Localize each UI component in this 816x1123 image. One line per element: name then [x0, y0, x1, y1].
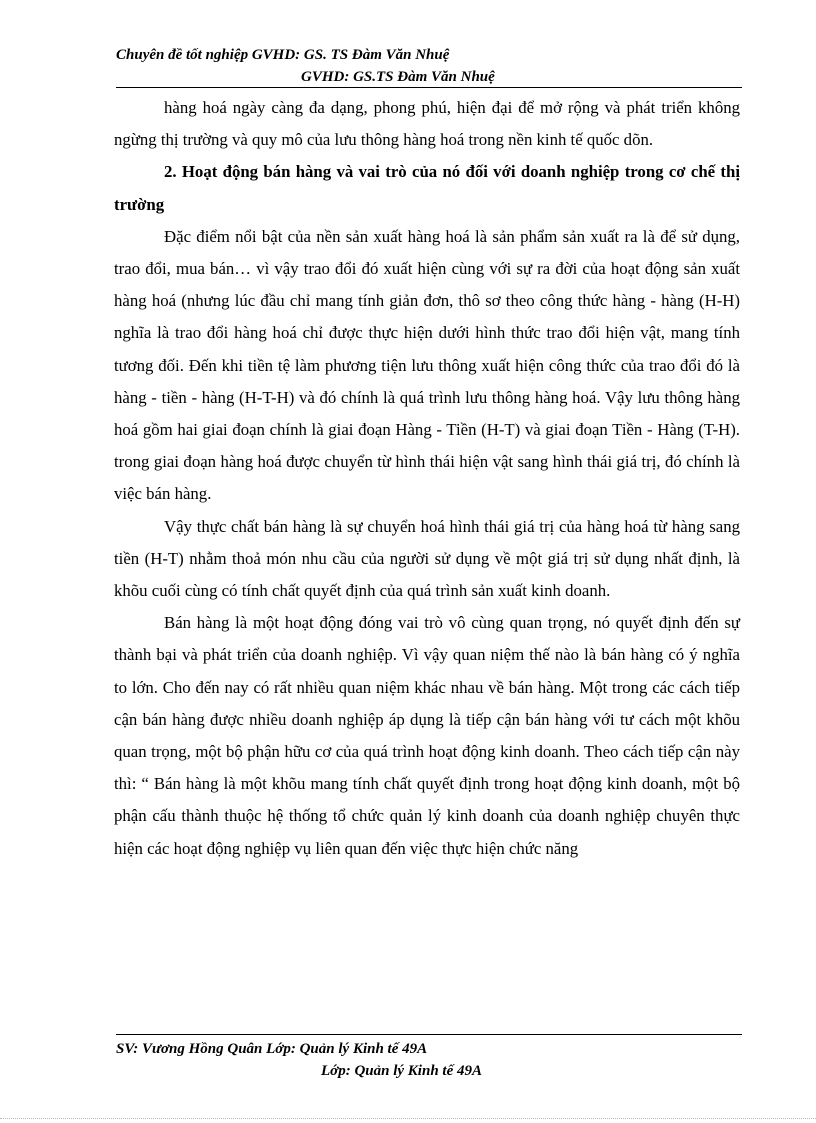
paragraph-2: Vậy thực chất bán hàng là sự chuyển hoá hình thái giá trị của hàng hoá từ hàng sang tiền (H-T) nhằm thoả món nhu cầu của người sử dụng về một giá trị sử dụng nhất định, là khõu cuối cùng có tính chất quyết định của quá trình sản xuất kinh doanh. — [114, 516, 740, 601]
header-line-2: GVHD: GS.TS Đàm Văn Nhuệ — [301, 69, 495, 85]
header-line-1: Chuyên đề tốt nghiệp GVHD: GS. TS Đàm Văn Nhuệ — [116, 47, 450, 63]
paragraph-3: Bán hàng là một hoạt động đóng vai trò vô cùng quan trọng, nó quyết định đến sự thành bại và phát triển của doanh nghiệp. Vì vậy quan niệm thế nào là bán hàng có ý nghĩa to lớn. Cho đến nay có rất nhiều quan niệm khác nhau về bán hàng. Một trong các cách tiếp cận bán hàng được nhiều doanh nghiệp áp dụng là tiếp cận bán hàng với tư cách một khõu quan trọng, một bộ phận hữu cơ của quá trình hoạt động kinh doanh. Theo cách tiếp cận này thì: “ Bán hàng là một khõu mang tính chất quyết định trong hoạt động kinh doanh, một bộ phận cấu thành thuộc hệ thống tổ chức quản lý kinh doanh của doanh nghiệp chuyên thực hiện các hoạt động nghiệp vụ liên quan đến việc thực hiện chức năng — [114, 613, 740, 858]
page-body — [114, 92, 740, 865]
continuation-paragraph: hàng hoá ngày càng đa dạng, phong phú, hiện đại để mở rộng và phát triển không ngừng thị trường và quy mô của lưu thông hàng hoá trong nền kinh tế quốc dõn. — [114, 98, 740, 150]
page-bottom-edge — [0, 1118, 816, 1119]
section-heading: 2. Hoạt động bán hàng và vai trò của nó đối với doanh nghiệp trong cơ chế thị trường — [114, 162, 740, 214]
paragraph-1: Đặc điểm nổi bật của nền sản xuất hàng hoá là sản phẩm sản xuất ra là để sử dụng, trao đổi, mua bán… vì vậy trao đổi đó xuất hiện cùng với sự ra đời của hoạt động sản xuất hàng hoá (nhưng lúc đầu chỉ mang tính giản đơn, thô sơ theo công thức hàng - hàng (H-H) nghĩa là trao đổi hàng hoá chỉ được thực hiện dưới hình thức trao đổi hiện vật, mang tính tương đối. Đến khi tiền tệ làm phương tiện lưu thông xuất hiện công thức của trao đổi đó là hàng - tiền - hàng (H-T-H) và đó chính là quá trình lưu thông hàng hoá. Vậy lưu thông hàng hoá gồm hai giai đoạn chính là giai đoạn Hàng - Tiền (H-T) và giai đoạn Tiền - Hàng (T-H). trong giai đoạn hàng hoá được chuyển từ hình thái hiện vật sang hình thái giá trị, đó chính là việc bán hàng. — [114, 226, 740, 504]
header-divider — [116, 87, 742, 88]
footer-line-2: Lớp: Quản lý Kinh tế 49A — [321, 1063, 482, 1079]
footer-line-1: SV: Vương Hồng Quân Lớp: Quản lý Kinh tế 49A — [116, 1041, 428, 1057]
footer-divider — [116, 1034, 742, 1035]
